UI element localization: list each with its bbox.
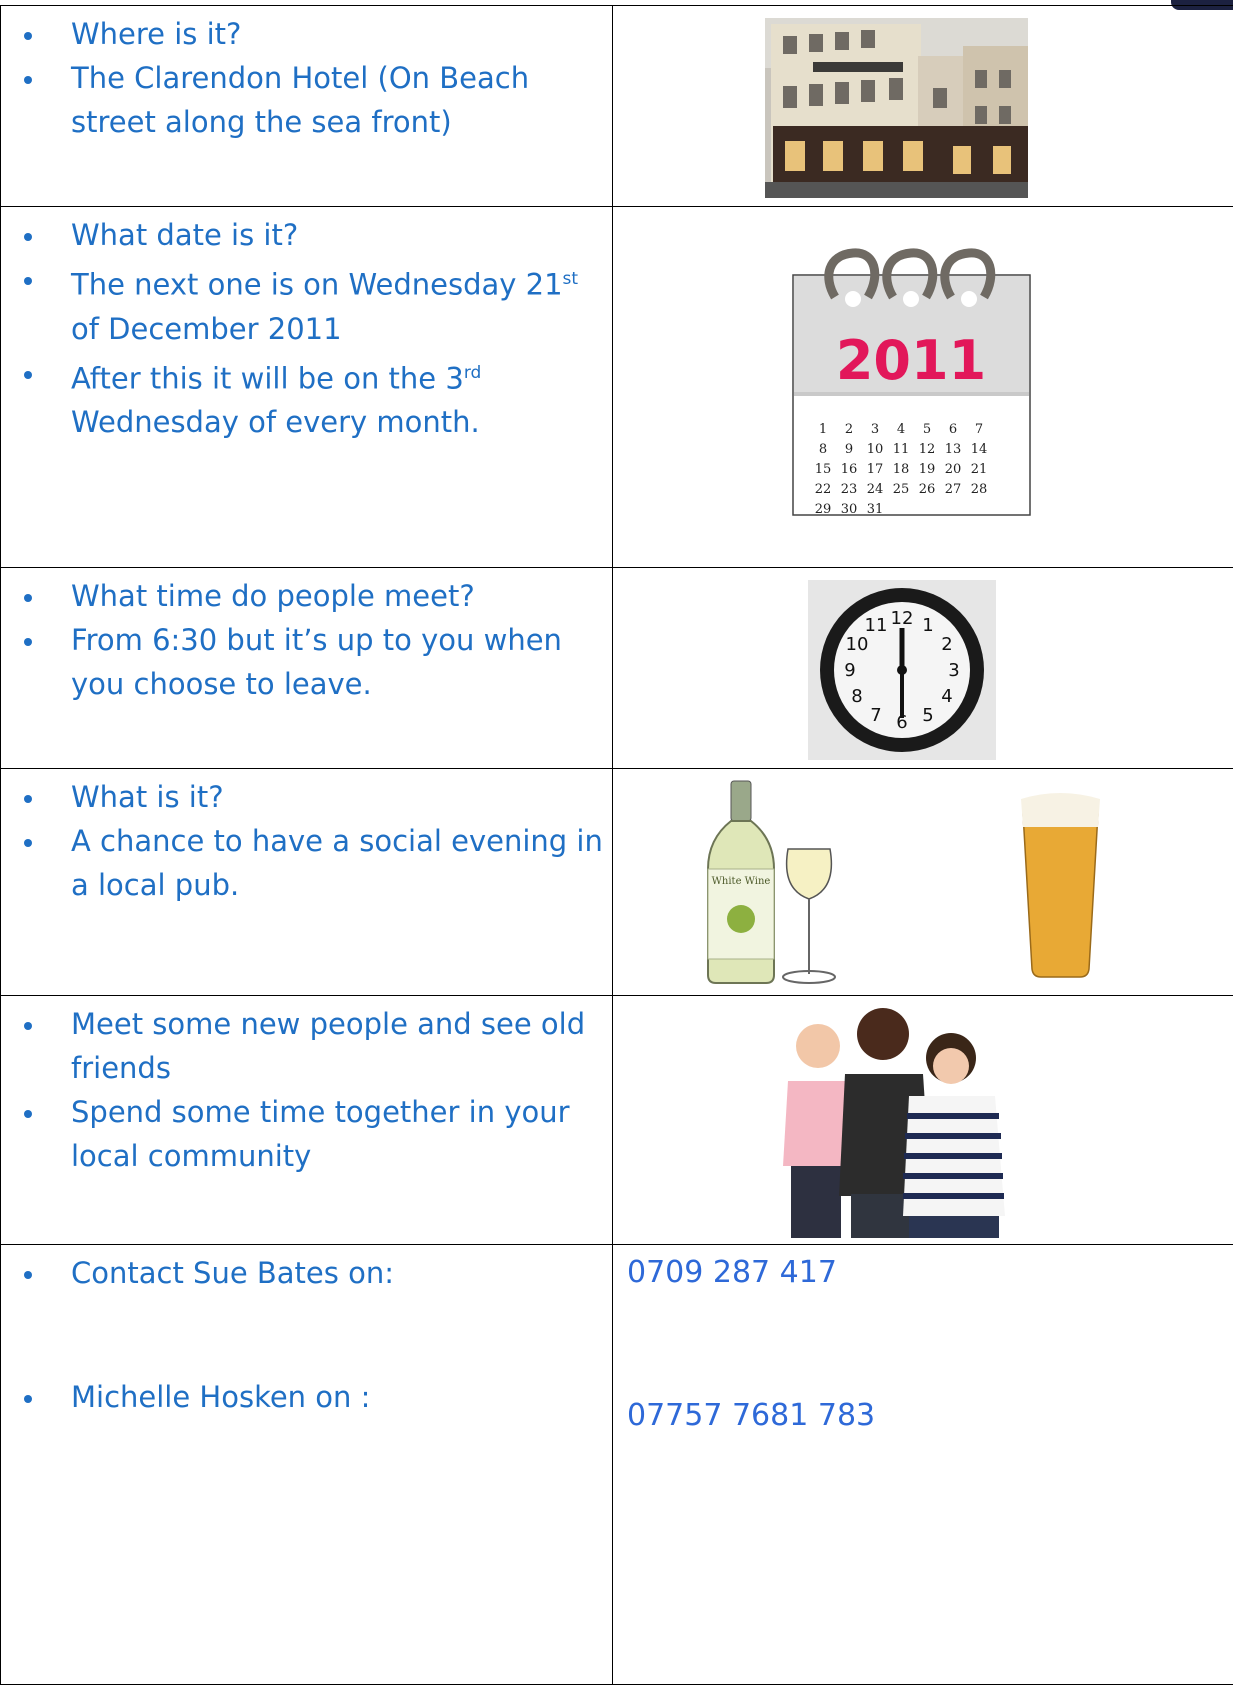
meet-points — [1, 996, 612, 1178]
bullet-item: Meet some new people and see old friends — [71, 1002, 612, 1090]
drinks-picture — [613, 769, 1233, 995]
calendar-day: 23 — [841, 482, 858, 497]
calendar-day: 13 — [945, 442, 962, 457]
row-time — [1, 568, 1233, 769]
contact-michelle-label: Michelle Hosken on : — [71, 1375, 612, 1419]
calendar-day: 9 — [845, 442, 853, 457]
hotel-image — [613, 6, 1233, 202]
bullet-item: After this it will be on the 3rd Wednesday of every month. — [71, 351, 612, 445]
bullet-item: The Clarendon Hotel (On Beach street along the sea front) — [71, 56, 612, 144]
calendar-day: 12 — [919, 442, 936, 457]
bullet-item: The next one is on Wednesday 21st of December 2011 — [71, 257, 612, 351]
time-points — [1, 568, 612, 706]
calendar-day: 6 — [949, 422, 957, 437]
calendar-day: 20 — [945, 462, 962, 477]
calendar-day: 22 — [815, 482, 832, 497]
clock-image — [613, 568, 1233, 764]
row-meet — [1, 996, 1233, 1245]
calendar-day: 28 — [971, 482, 988, 497]
calendar-day: 2 — [845, 422, 853, 437]
calendar-day: 16 — [841, 462, 858, 477]
what-points — [1, 769, 612, 907]
bullet-item: Where is it? — [71, 12, 612, 56]
phone-michelle: 07757 7681 783 — [627, 1398, 1233, 1433]
wine-label: White Wine — [712, 876, 771, 887]
calendar-day: 3 — [871, 422, 879, 437]
clock-numeral: 12 — [891, 608, 914, 629]
calendar-day: 26 — [919, 482, 936, 497]
bullet-item: What date is it? — [71, 213, 612, 257]
bullet-item: A chance to have a social evening in a local pub. — [71, 819, 612, 907]
calendar-day: 1 — [819, 422, 827, 437]
bullet-item: What time do people meet? — [71, 574, 612, 618]
clock-numeral: 6 — [896, 712, 907, 733]
clock-numeral: 3 — [948, 660, 959, 681]
calendar-day: 24 — [867, 482, 884, 497]
clock-numeral: 9 — [844, 660, 855, 681]
calendar-day: 21 — [971, 462, 988, 477]
calendar-day: 30 — [841, 502, 858, 517]
drinks-image — [613, 769, 1233, 991]
clock-numeral: 5 — [922, 705, 933, 726]
phone-sue: 0709 287 417 — [627, 1255, 1233, 1290]
bullet-item: What is it? — [71, 775, 612, 819]
contact-points — [1, 1245, 612, 1419]
calendar-day: 31 — [867, 502, 884, 517]
clock-numeral: 4 — [941, 686, 952, 707]
calendar-year: 2011 — [836, 329, 986, 392]
people-image — [613, 996, 1233, 1240]
row-contact — [1, 1245, 1233, 1685]
clock-numeral: 7 — [870, 705, 881, 726]
clock-numeral: 1 — [922, 615, 933, 636]
calendar-day: 10 — [867, 442, 884, 457]
calendar-day: 18 — [893, 462, 910, 477]
calendar-picture — [613, 207, 1233, 567]
row-what — [1, 769, 1233, 996]
calendar-day: 5 — [923, 422, 931, 437]
location-points — [1, 6, 612, 144]
date-points — [1, 207, 612, 444]
clock-numeral: 8 — [851, 686, 862, 707]
calendar-day: 19 — [919, 462, 936, 477]
contact-sue-label: Contact Sue Bates on: — [71, 1251, 612, 1295]
people-picture — [613, 996, 1233, 1244]
calendar-image — [613, 207, 1233, 563]
calendar-day: 14 — [971, 442, 988, 457]
info-table — [0, 5, 1233, 1685]
calendar-day: 7 — [975, 422, 983, 437]
bullet-item: From 6:30 but it’s up to you when you choose to leave. — [71, 618, 612, 706]
calendar-day: 29 — [815, 502, 832, 517]
calendar-day: 27 — [945, 482, 962, 497]
calendar-day: 11 — [893, 442, 910, 457]
calendar-day: 17 — [867, 462, 884, 477]
calendar-day: 25 — [893, 482, 910, 497]
row-location — [1, 6, 1233, 207]
clock-numeral: 11 — [865, 615, 888, 636]
calendar-day: 15 — [815, 462, 832, 477]
bullet-item: Spend some time together in your local community — [71, 1090, 612, 1178]
calendar-day: 4 — [897, 422, 905, 437]
hotel-picture — [613, 6, 1233, 206]
row-date — [1, 207, 1233, 568]
calendar-day: 8 — [819, 442, 827, 457]
clock-numeral: 10 — [846, 634, 869, 655]
clock-numeral: 2 — [941, 634, 952, 655]
clock-picture — [613, 568, 1233, 768]
